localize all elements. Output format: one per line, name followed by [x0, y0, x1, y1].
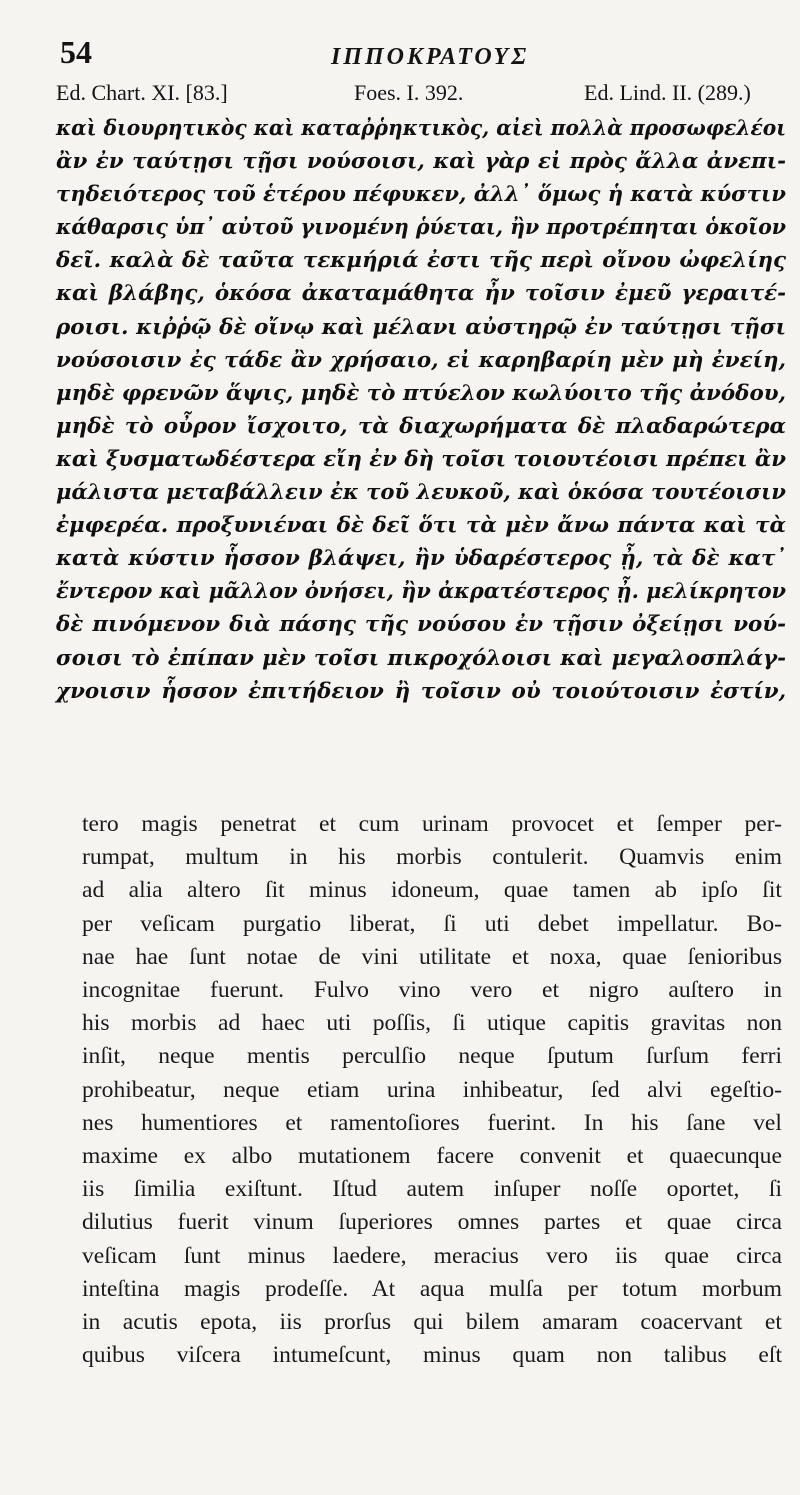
latin-line: incognitae fuerunt. Fulvo vino vero et nigro auſtero in [82, 977, 782, 1004]
greek-line: μηδὲ τὸ οὖρον ἴσχοιτο, τὰ διαχωρήματα δὲ πλαδαρώτερα [56, 413, 786, 439]
greek-line: ροισι. κιῤῥῷ δὲ οἴνῳ καὶ μέλανι αὐστηρῷ ἐν ταύτῃσι τῇσι [56, 314, 786, 340]
greek-line: χνοισιν ἧσσον ἐπιτήδειον ἢ τοῖσιν οὐ τοιούτοισιν ἐστίν, [56, 678, 787, 704]
latin-line: rumpat, multum in his morbis contulerit. Quamvis enim [82, 844, 783, 871]
edition-references [56, 80, 780, 114]
greek-line: νούσοισιν ἐς τάδε ἂν χρήσαιο, εἰ καρηβαρίη μὲν μὴ ἐνείη, [56, 347, 786, 373]
latin-line: tero magis penetrat et cum urinam provocet et ſemper per- [82, 811, 783, 837]
greek-line: ἐμφερέα. προξυνιέναι δὲ δεῖ ὅτι τὰ μὲν ἄνω πάντα καὶ τὰ [56, 513, 786, 539]
greek-line: μάλιστα μεταβάλλειν ἐκ τοῦ λευκοῦ, καὶ ὁκόσα τουτέοισιν [56, 480, 786, 506]
edition-foes-ref: Foes. I. 392. [354, 80, 464, 105]
latin-line: nes humentiores et ramentoſiores fuerint. In his ſane vel [82, 1109, 782, 1136]
latin-line: his morbis ad haec uti poſſis, ſi utique capitis gravitas non [82, 1010, 783, 1037]
running-head: ΙΠΠΟΚΡΑΤΟΥΣ [330, 44, 530, 70]
greek-line: ἂν ἐν ταύτῃσι τῇσι νούσοισι, καὶ γὰρ εἰ πρὸς ἄλλα ἀνεπι- [56, 149, 786, 175]
latin-line: quibus viſcera intumeſcunt, minus quam non talibus eſt [82, 1342, 783, 1369]
latin-line: veſicam ſunt minus laedere, meracius vero iis quae circa [82, 1242, 782, 1269]
greek-line: δεῖ. καλὰ δὲ ταῦτα τεκμήριά ἐστι τῆς περὶ οἴνου ὠφελίης [56, 248, 787, 274]
greek-line: καὶ διουρητικὸς καὶ καταῤῥηκτικὸς, αἰεὶ πολλὰ προσωφελέοι [56, 116, 787, 141]
greek-text-block [56, 112, 786, 708]
latin-line: maxime ex albo mutationem facere convenit et quaecunque [82, 1143, 782, 1170]
latin-line: dilutius fuerit vinum ſuperiores omnes partes et quae circa [82, 1209, 782, 1236]
greek-line: ἔντερον καὶ μᾶλλον ὀνήσει, ἢν ἀκρατέστερος ᾖ. μελίκρητον [56, 579, 787, 605]
greek-line: καὶ βλάβης, ὁκόσα ἀκαταμάθητα ἦν τοῖσιν ἐμεῦ γεραιτέ- [56, 281, 786, 307]
greek-line: τηδειότερος τοῦ ἑτέρου πέφυκεν, ἀλλ᾽ ὅμως ἡ κατὰ κύστιν [56, 182, 786, 208]
greek-line: δὲ πινόμενον διὰ πάσης τῆς νούσου ἐν τῇσιν ὀξείῃσι νού- [56, 612, 787, 638]
latin-line: prohibeatur, neque etiam urina inhibeatur, ſed alvi egeſtio- [82, 1076, 783, 1103]
latin-line: per veſicam purgatio liberat, ſi uti debet impellatur. Bo- [82, 910, 783, 937]
greek-line: σοισι τὸ ἐπίπαν μὲν τοῖσι πικροχόλοισι καὶ μεγαλοσπλάγ- [56, 645, 786, 671]
latin-line: inſit, neque mentis perculſio neque ſputum ſurſum ferri [82, 1043, 783, 1070]
edition-chart-ref: Ed. Chart. XI. [83.] [56, 80, 228, 105]
page-number: 54 [60, 34, 92, 70]
greek-line: κατὰ κύστιν ἧσσον βλάψει, ἢν ὑδαρέστερος ᾖ, τὰ δὲ κατ᾽ [56, 546, 787, 572]
greek-line: καὶ ξυσματωδέστερα εἴη ἐν δὴ τοῖσι τοιουτέοισι πρέπει ἂν [56, 446, 787, 472]
latin-line: inteſtina magis prodeſſe. At aqua mulſa per totum morbum [82, 1275, 782, 1302]
greek-line: μηδὲ φρενῶν ἅψις, μηδὲ τὸ πτύελον κωλύοιτο τῆς ἀνόδου, [56, 380, 786, 406]
latin-line: ad alia altero ſit minus idoneum, quae tamen ab ipſo ſit [82, 877, 782, 904]
latin-line: in acutis epota, iis prorſus qui bilem amaram coacervant et [82, 1309, 782, 1336]
greek-line: κάθαρσις ὑπ᾽ αὐτοῦ γινομένη ῥύεται, ἢν προτρέπηται ὁκοῖον [56, 215, 787, 241]
edition-lind-ref: Ed. Lind. II. (289.) [584, 80, 751, 105]
latin-line: iis ſimilia exiſtunt. Iſtud autem inſuper noſſe oportet, ſi [82, 1176, 782, 1203]
latin-line: nae hae ſunt notae de vini utilitate et noxa, quae ſenioribus [82, 943, 782, 970]
latin-text-block [82, 808, 782, 1372]
